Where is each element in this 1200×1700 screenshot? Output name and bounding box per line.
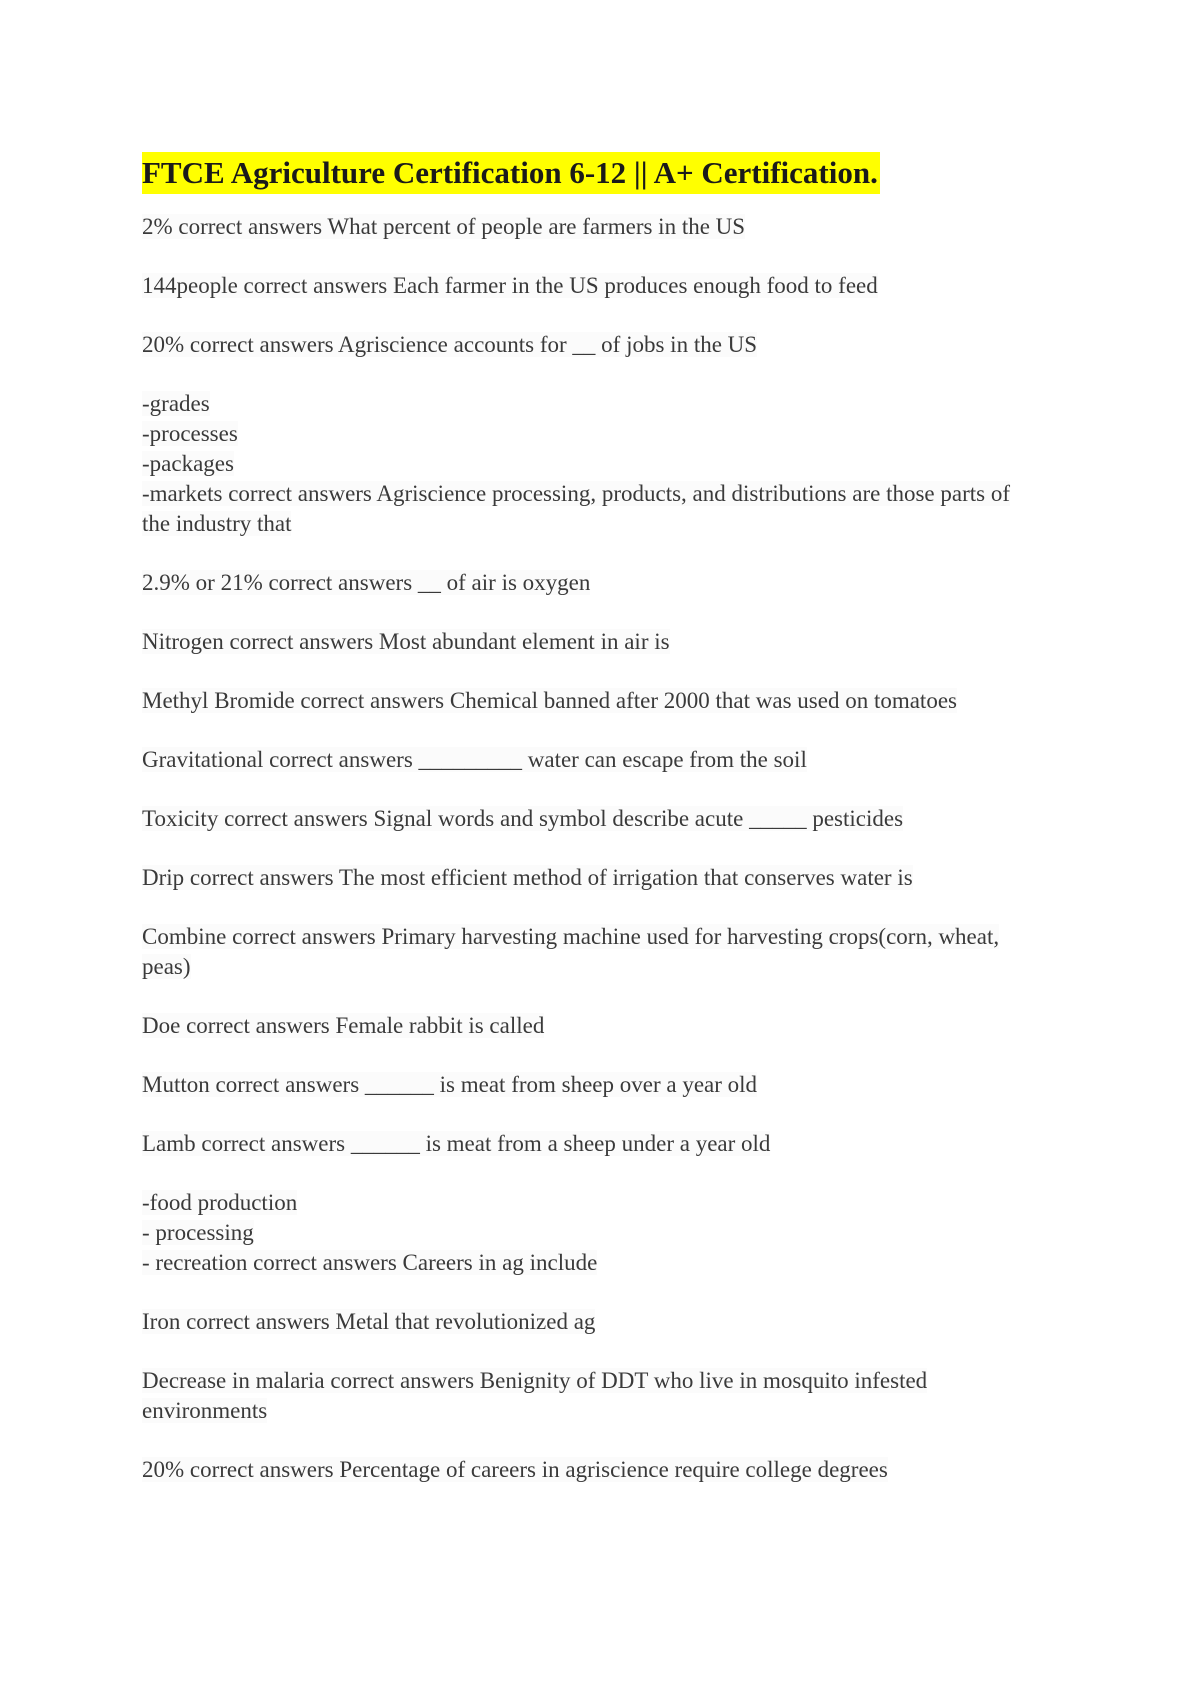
qa-line <box>142 1011 1062 1041</box>
qa-line-text: 20% correct answers Percentage of careers in agriscience require college degrees <box>142 1457 888 1482</box>
qa-line-text: Doe correct answers Female rabbit is called <box>142 1013 545 1038</box>
qa-line-text: Gravitational correct answers _________ water can escape from the soil <box>142 747 807 772</box>
qa-item <box>142 863 1062 893</box>
qa-item <box>142 1129 1062 1159</box>
qa-line <box>142 1070 1062 1100</box>
qa-line-text: -packages <box>142 451 234 476</box>
qa-line-text: Decrease in malaria correct answers Benignity of DDT who live in mosquito infested <box>142 1368 928 1393</box>
qa-item <box>142 1188 1062 1278</box>
qa-line <box>142 271 1062 301</box>
qa-line-text: 2% correct answers What percent of people are farmers in the US <box>142 214 746 239</box>
qa-line-text: 2.9% or 21% correct answers __ of air is oxygen <box>142 570 591 595</box>
qa-line <box>142 1218 1062 1248</box>
qa-item <box>142 212 1062 242</box>
qa-line-text: 144people correct answers Each farmer in the US produces enough food to feed <box>142 273 878 298</box>
qa-line <box>142 745 1062 775</box>
qa-line <box>142 389 1062 419</box>
qa-line-text: -processes <box>142 421 238 446</box>
qa-item <box>142 1366 1062 1426</box>
qa-line <box>142 1307 1062 1337</box>
qa-line <box>142 952 1062 982</box>
qa-line-text: Mutton correct answers ______ is meat from sheep over a year old <box>142 1072 758 1097</box>
qa-item <box>142 922 1062 982</box>
qa-item <box>142 330 1062 360</box>
qa-line-text: - recreation correct answers Careers in ag include <box>142 1250 598 1275</box>
qa-line <box>142 509 1062 539</box>
qa-line <box>142 330 1062 360</box>
qa-line-text: -food production <box>142 1190 298 1215</box>
qa-line-text: -markets correct answers Agriscience processing, products, and distributions are those parts of <box>142 481 1010 506</box>
qa-line-text: the industry that <box>142 511 292 536</box>
qa-item <box>142 1307 1062 1337</box>
qa-line-text: Iron correct answers Metal that revolutionized ag <box>142 1309 596 1334</box>
qa-line <box>142 804 1062 834</box>
qa-line <box>142 479 1062 509</box>
qa-line <box>142 1455 1062 1485</box>
qa-line <box>142 627 1062 657</box>
qa-item <box>142 1011 1062 1041</box>
qa-item <box>142 745 1062 775</box>
qa-line <box>142 1129 1062 1159</box>
qa-line <box>142 212 1062 242</box>
qa-line-text: Nitrogen correct answers Most abundant element in air is <box>142 629 670 654</box>
qa-item <box>142 568 1062 598</box>
qa-line-text: Combine correct answers Primary harvesting machine used for harvesting crops(corn, wheat, <box>142 924 1000 949</box>
qa-line-text: -grades <box>142 391 210 416</box>
qa-line-text: Toxicity correct answers Signal words and symbol describe acute _____ pesticides <box>142 806 904 831</box>
qa-item <box>142 1070 1062 1100</box>
qa-line <box>142 449 1062 479</box>
qa-line <box>142 686 1062 716</box>
qa-line-text: Lamb correct answers ______ is meat from a sheep under a year old <box>142 1131 771 1156</box>
qa-line <box>142 568 1062 598</box>
qa-line <box>142 863 1062 893</box>
qa-item <box>142 804 1062 834</box>
qa-line-text: peas) <box>142 954 191 979</box>
qa-line <box>142 1366 1062 1396</box>
qa-line-text: Methyl Bromide correct answers Chemical banned after 2000 that was used on tomatoes <box>142 688 957 713</box>
qa-line <box>142 1188 1062 1218</box>
qa-item <box>142 627 1062 657</box>
document-page <box>142 152 1062 1514</box>
qa-line <box>142 1396 1062 1426</box>
qa-line <box>142 419 1062 449</box>
qa-line-text: - processing <box>142 1220 254 1245</box>
qa-line-text: 20% correct answers Agriscience accounts for __ of jobs in the US <box>142 332 758 357</box>
qa-line <box>142 1248 1062 1278</box>
qa-line-text: Drip correct answers The most efficient method of irrigation that conserves water is <box>142 865 913 890</box>
qa-item <box>142 1455 1062 1485</box>
document-title: FTCE Agriculture Certification 6-12 || A+ Certification. <box>142 152 880 194</box>
qa-list <box>142 212 1062 1485</box>
qa-line-text: environments <box>142 1398 268 1423</box>
qa-item <box>142 389 1062 539</box>
qa-line <box>142 922 1062 952</box>
qa-item <box>142 686 1062 716</box>
qa-item <box>142 271 1062 301</box>
